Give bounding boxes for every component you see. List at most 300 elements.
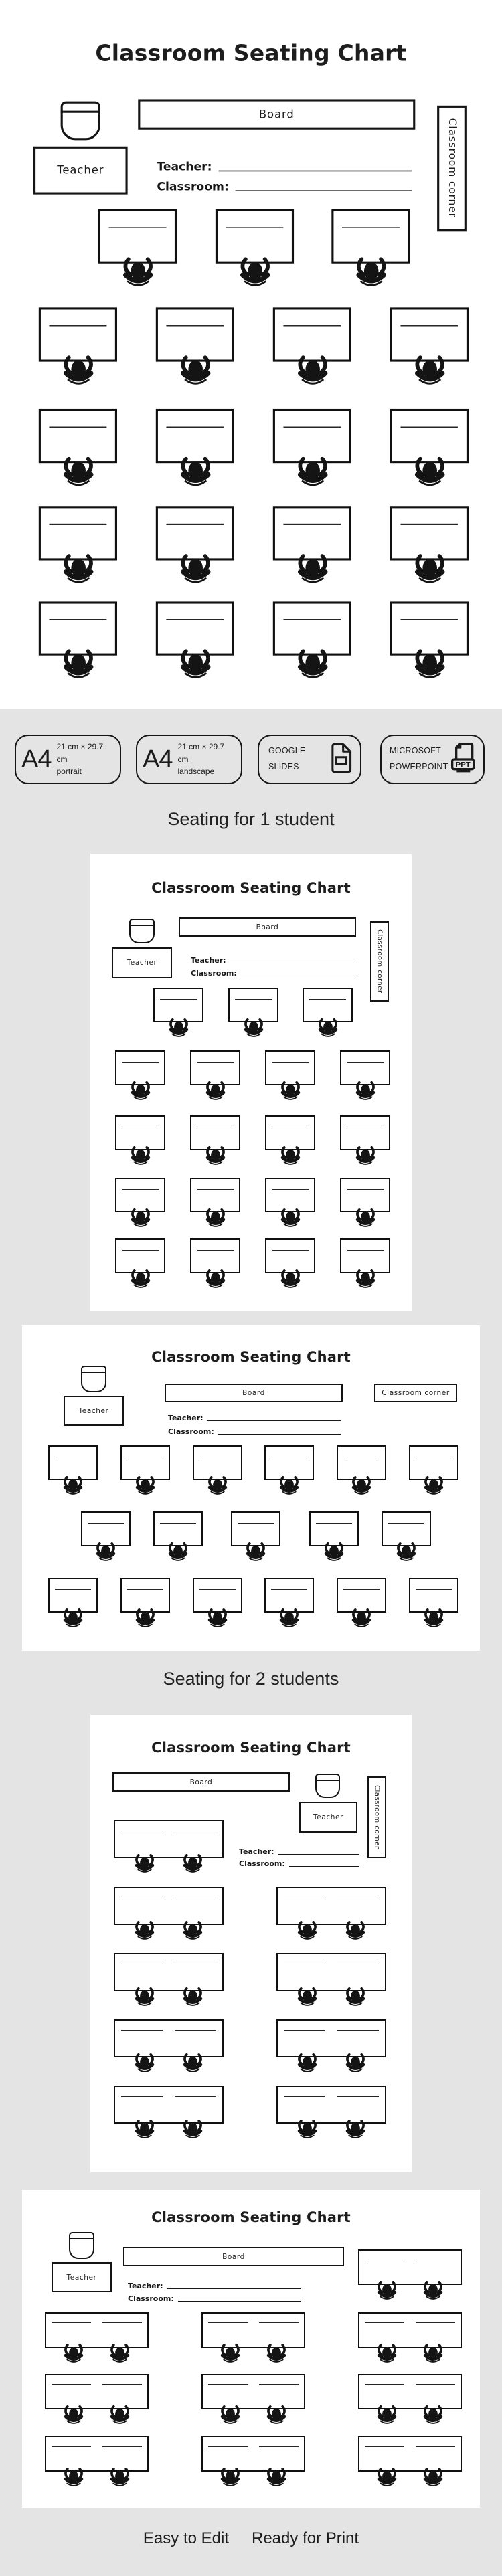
app-name-line: SLIDES [268, 762, 299, 771]
student-icon [215, 2468, 246, 2488]
classroom-name-field [191, 965, 354, 978]
teacher-name-field [128, 2278, 301, 2291]
name-fields [128, 2278, 301, 2304]
desk-name-line [122, 1250, 159, 1251]
classroom-name-field [157, 175, 412, 195]
student-desk [39, 506, 117, 560]
student-icon [274, 1608, 305, 1629]
student-desk [153, 988, 203, 1022]
student-desk [190, 1238, 240, 1273]
bin-icon [61, 102, 100, 141]
board-label: Board [222, 2252, 245, 2261]
teacher-name-field-line [278, 1854, 359, 1855]
name-fields [168, 1410, 341, 1437]
name-fields [191, 953, 354, 978]
student-icon [261, 2468, 292, 2488]
student-icon [58, 1476, 88, 1497]
student-desk [153, 1511, 203, 1546]
desk-name-line [88, 1523, 124, 1524]
student-desk [264, 1445, 314, 1480]
student-desk [358, 2249, 462, 2285]
teacher-name-field-label: Teacher: [168, 1414, 203, 1423]
a4-landscape-details [177, 741, 237, 778]
student-desk [120, 1445, 170, 1480]
teacher-name-field [239, 1845, 359, 1857]
student-icon [313, 1018, 343, 1039]
board [123, 2247, 344, 2266]
desk-name-line [52, 2384, 91, 2385]
desk-name-line [416, 2446, 455, 2447]
student-desk [340, 1178, 390, 1212]
desk-name-line [166, 325, 224, 327]
student-icon [292, 2120, 323, 2140]
student-icon [391, 1542, 422, 1563]
student-icon [275, 1081, 306, 1102]
student-icon [418, 2468, 448, 2488]
board-label: Board [258, 108, 295, 121]
student-icon [418, 2405, 448, 2426]
student-desk [358, 2436, 462, 2472]
student-desk [114, 2019, 224, 2057]
student-icon [350, 1269, 381, 1290]
student-icon [200, 1146, 231, 1167]
teacher-name-field [168, 1410, 341, 1423]
desk-name-line [102, 2446, 142, 2447]
student-desk [45, 2374, 149, 2409]
student-icon [125, 1081, 156, 1102]
student-desk [337, 1578, 386, 1613]
desk-name-line [160, 999, 197, 1000]
desk-name-line [316, 1523, 353, 1524]
badge-microsoft-powerpoint [380, 735, 485, 784]
student-icon [371, 2344, 402, 2365]
student-desk [114, 1953, 224, 1991]
desk-name-line [208, 2384, 248, 2385]
board-label: Board [242, 1389, 265, 1397]
student-desk [264, 1578, 314, 1613]
teacher-name-field-line [218, 171, 412, 172]
desk-name-line [197, 1062, 234, 1063]
student-icon [125, 1146, 156, 1167]
student-icon [200, 1208, 231, 1229]
desk-name-line [283, 524, 341, 525]
student-icon [350, 1208, 381, 1229]
desk-name-line [337, 2030, 379, 2031]
student-icon [350, 1081, 381, 1102]
student-icon [129, 1921, 160, 1942]
student-desk [45, 2312, 149, 2348]
desk-name-line [208, 2446, 248, 2447]
student-icon [125, 1269, 156, 1290]
student-desk [115, 1050, 165, 1085]
desk-name-line [259, 2322, 299, 2323]
desk-name-line [347, 1062, 384, 1063]
bin-icon [81, 1366, 106, 1392]
student-desk [190, 1178, 240, 1212]
student-icon [405, 649, 453, 682]
teacher-name-field [191, 953, 354, 965]
student-desk [201, 2312, 305, 2348]
classroom-name-field-label: Classroom: [239, 1859, 285, 1869]
desk-name-line [166, 620, 224, 621]
teacher-name-field-label: Teacher: [239, 1847, 274, 1857]
desk-name-line [283, 325, 341, 327]
classroom-corner [374, 1384, 457, 1402]
desk-name-line [400, 325, 458, 327]
student-icon [288, 457, 336, 490]
classroom-name-field [239, 1857, 359, 1869]
student-desk [45, 2436, 149, 2472]
student-icon [261, 2405, 292, 2426]
student-desk [156, 409, 234, 463]
student-icon [58, 2468, 89, 2488]
student-desk [48, 1578, 98, 1613]
student-icon [275, 1208, 306, 1229]
student-icon [200, 1081, 231, 1102]
app-name-line: MICROSOFT [390, 746, 441, 756]
desk-name-line [400, 427, 458, 428]
desk-name-line [235, 999, 272, 1000]
student-desk [390, 409, 469, 463]
teacher-name-field-label: Teacher: [191, 956, 226, 965]
student-icon [177, 2120, 208, 2140]
desk-name-line [166, 524, 224, 525]
classroom-corner-label: Classroom corner [446, 118, 458, 219]
board [165, 1384, 343, 1402]
student-icon [405, 554, 453, 587]
desk-name-line [272, 1189, 309, 1190]
desk-name-line [283, 620, 341, 621]
student-desk [190, 1050, 240, 1085]
classroom-name-field-label: Classroom: [168, 1427, 214, 1437]
student-icon [171, 649, 219, 682]
student-desk [273, 601, 351, 655]
paper-size-text: 21 cm × 29.7 cm [177, 742, 225, 764]
footer-tagline [0, 2529, 502, 2548]
classroom-name-field-label: Classroom: [128, 2294, 174, 2304]
paper-orientation-text: landscape [177, 767, 215, 777]
student-desk [273, 506, 351, 560]
student-icon [275, 1146, 306, 1167]
student-icon [215, 2344, 246, 2365]
teacher-desk [52, 2262, 112, 2292]
student-icon [200, 1269, 231, 1290]
desk-name-line [343, 1589, 380, 1590]
desk-name-line [347, 1250, 384, 1251]
student-icon [340, 1921, 371, 1942]
student-icon [371, 2405, 402, 2426]
student-icon [418, 2281, 448, 2302]
student-icon [274, 1476, 305, 1497]
student-desk [115, 1178, 165, 1212]
student-desk [276, 1953, 386, 1991]
student-icon [340, 2120, 371, 2140]
teacher-name-field [157, 155, 412, 175]
student-icon [58, 1608, 88, 1629]
desk-name-line [160, 1523, 197, 1524]
desk-name-line [400, 620, 458, 621]
student-desk [216, 209, 294, 264]
desk-name-line [197, 1250, 234, 1251]
student-desk [390, 506, 469, 560]
classroom-name-field-line [235, 190, 412, 191]
student-icon [177, 1987, 208, 2008]
desk-name-line [271, 1589, 308, 1590]
bin-icon [129, 919, 155, 943]
board [112, 1772, 290, 1792]
badge-google-slides [258, 735, 361, 784]
student-icon [292, 1987, 323, 2008]
hero-section [0, 0, 502, 709]
student-icon [177, 1921, 208, 1942]
student-desk [201, 2374, 305, 2409]
student-icon [177, 2053, 208, 2074]
preview-page-landscape-1-student [22, 1325, 480, 1651]
student-icon [129, 1987, 160, 2008]
student-icon [418, 2344, 448, 2365]
desk-name-line [416, 2384, 455, 2385]
teacher-desk [112, 947, 172, 978]
classroom-name-field-line [178, 2301, 301, 2302]
desk-name-line [122, 1189, 159, 1190]
student-desk [265, 1050, 315, 1085]
student-desk [390, 601, 469, 655]
teacher-desk-label: Teacher [78, 1406, 109, 1415]
paper-orientation-text: portrait [56, 767, 82, 777]
student-icon [288, 649, 336, 682]
student-desk [39, 601, 117, 655]
student-icon [319, 1542, 349, 1563]
teacher-name-field-line [207, 1420, 341, 1421]
student-desk [390, 307, 469, 361]
student-desk [114, 1887, 224, 1925]
teacher-desk [299, 1802, 357, 1833]
badge-a4-landscape [136, 735, 242, 784]
desk-name-line [400, 524, 458, 525]
section-heading-1-student: Seating for 1 student [167, 809, 335, 829]
student-icon [130, 1476, 161, 1497]
desk-name-line [108, 227, 167, 229]
student-desk [115, 1238, 165, 1273]
google-slides-label [268, 743, 305, 775]
teacher-desk-label: Teacher [127, 959, 157, 967]
board [179, 917, 356, 937]
student-icon [418, 1608, 449, 1629]
student-desk [340, 1238, 390, 1273]
student-icon [171, 554, 219, 587]
desk-name-line [175, 2096, 216, 2097]
desk-name-line [272, 1250, 309, 1251]
student-desk [276, 2019, 386, 2057]
student-icon [418, 1476, 449, 1497]
desk-name-line [52, 2322, 91, 2323]
desk-name-line [49, 620, 107, 621]
desk-name-line [166, 427, 224, 428]
desk-name-line [52, 2446, 91, 2447]
student-desk [303, 988, 353, 1022]
teacher-desk-label: Teacher [66, 2273, 97, 2282]
student-desk [340, 1050, 390, 1085]
teacher-name-field-line [167, 2288, 301, 2289]
desk-name-line [416, 1589, 452, 1590]
desk-name-line [365, 2322, 404, 2323]
student-icon [90, 1542, 121, 1563]
student-icon [104, 2344, 135, 2365]
student-icon [202, 1476, 233, 1497]
student-desk [382, 1511, 431, 1546]
desk-name-line [122, 1062, 159, 1063]
student-desk [309, 1511, 359, 1546]
desk-name-line [259, 2446, 299, 2447]
student-icon [292, 1921, 323, 1942]
teacher-desk-label: Teacher [313, 1813, 343, 1821]
preview-page-portrait-2-students [90, 1715, 412, 2172]
student-desk [193, 1578, 242, 1613]
name-fields [157, 155, 412, 194]
desk-name-line [337, 2096, 379, 2097]
classroom-name-field-line [218, 1434, 341, 1435]
student-icon [346, 1476, 377, 1497]
classroom-corner-label: Classroom corner [382, 1389, 450, 1397]
desk-name-line [365, 2446, 404, 2447]
desk-name-line [197, 1189, 234, 1190]
student-desk [231, 1511, 280, 1546]
a4-portrait-details [56, 741, 116, 778]
seating-chart-page-hero [0, 0, 502, 709]
desk-name-line [102, 2322, 142, 2323]
student-desk [273, 307, 351, 361]
desk-name-line [284, 2096, 325, 2097]
student-icon [104, 2468, 135, 2488]
desk-name-line [199, 1589, 236, 1590]
student-desk [265, 1178, 315, 1212]
desk-name-line [309, 999, 346, 1000]
student-icon [340, 2053, 371, 2074]
powerpoint-label [390, 743, 448, 775]
student-icon [171, 457, 219, 490]
student-icon [163, 1542, 193, 1563]
classroom-corner-label: Classroom corner [375, 929, 384, 994]
footer-easy-to-edit: Easy to Edit [143, 2529, 229, 2547]
paper-size-text: 21 cm × 29.7 cm [56, 742, 104, 764]
student-desk [276, 2086, 386, 2124]
badge-a4-portrait [15, 735, 121, 784]
student-icon [104, 2405, 135, 2426]
name-fields [239, 1845, 359, 1869]
student-icon [346, 1608, 377, 1629]
student-desk [156, 601, 234, 655]
student-desk [39, 307, 117, 361]
student-desk [276, 1887, 386, 1925]
student-icon [231, 257, 279, 290]
desk-name-line [272, 1062, 309, 1063]
a4-label: A4 [21, 745, 52, 773]
student-icon [238, 1018, 269, 1039]
desk-name-line [365, 2384, 404, 2385]
student-desk [156, 506, 234, 560]
student-desk [156, 307, 234, 361]
desk-name-line [49, 427, 107, 428]
student-icon [371, 2468, 402, 2488]
student-desk [409, 1578, 458, 1613]
desk-name-line [102, 2384, 142, 2385]
app-name-line: GOOGLE [268, 746, 306, 756]
student-icon [202, 1608, 233, 1629]
board-label: Board [256, 923, 279, 931]
page-title: Classroom Seating Chart [151, 1349, 351, 1365]
classroom-name-field-label: Classroom: [157, 180, 229, 194]
student-desk [81, 1511, 131, 1546]
classroom-name-field-line [289, 1866, 359, 1867]
desk-name-line [416, 2322, 455, 2323]
student-icon [405, 457, 453, 490]
student-desk [120, 1578, 170, 1613]
student-icon [261, 2344, 292, 2365]
desk-name-line [238, 1523, 274, 1524]
desk-name-line [347, 1189, 384, 1190]
student-icon [275, 1269, 306, 1290]
preview-page-portrait-1-student [90, 854, 412, 1311]
student-desk [265, 1115, 315, 1150]
student-desk [98, 209, 177, 264]
classroom-corner-label: Classroom corner [373, 1785, 381, 1849]
student-desk [201, 2436, 305, 2472]
student-desk [409, 1445, 458, 1480]
student-desk [358, 2312, 462, 2348]
student-desk [114, 2086, 224, 2124]
student-icon [347, 257, 395, 290]
classroom-corner [437, 106, 467, 232]
student-icon [405, 355, 453, 388]
classroom-corner [370, 921, 389, 1002]
page-title: Classroom Seating Chart [151, 2209, 351, 2225]
student-desk [48, 1445, 98, 1480]
student-icon [54, 554, 102, 587]
footer-ready-for-print: Ready for Print [251, 2529, 359, 2547]
student-icon [58, 2405, 89, 2426]
desk-name-line [121, 2030, 163, 2031]
student-desk [114, 1820, 224, 1858]
bin-icon [315, 1774, 340, 1798]
student-icon [129, 1854, 160, 1875]
student-icon [171, 355, 219, 388]
desk-name-line [226, 227, 284, 229]
board [138, 99, 415, 129]
desk-name-line [49, 524, 107, 525]
student-icon [215, 2405, 246, 2426]
bin-icon [69, 2232, 94, 2259]
student-icon [371, 2281, 402, 2302]
classroom-name-field-label: Classroom: [191, 969, 237, 978]
board-label: Board [189, 1778, 213, 1786]
section-heading-2-students: Seating for 2 students [163, 1669, 339, 1689]
classroom-corner [367, 1776, 386, 1858]
app-name-line: POWERPOINT [390, 762, 448, 771]
student-icon [125, 1208, 156, 1229]
student-desk [115, 1115, 165, 1150]
student-icon [130, 1608, 161, 1629]
classroom-name-field [128, 2291, 301, 2304]
student-icon [54, 649, 102, 682]
student-icon [240, 1542, 271, 1563]
classroom-name-field [168, 1423, 341, 1437]
teacher-desk [33, 147, 128, 195]
student-icon [177, 1854, 208, 1875]
student-icon [288, 554, 336, 587]
student-icon [163, 1018, 194, 1039]
preview-page-landscape-2-students [22, 2190, 480, 2508]
a4-label: A4 [143, 745, 173, 773]
